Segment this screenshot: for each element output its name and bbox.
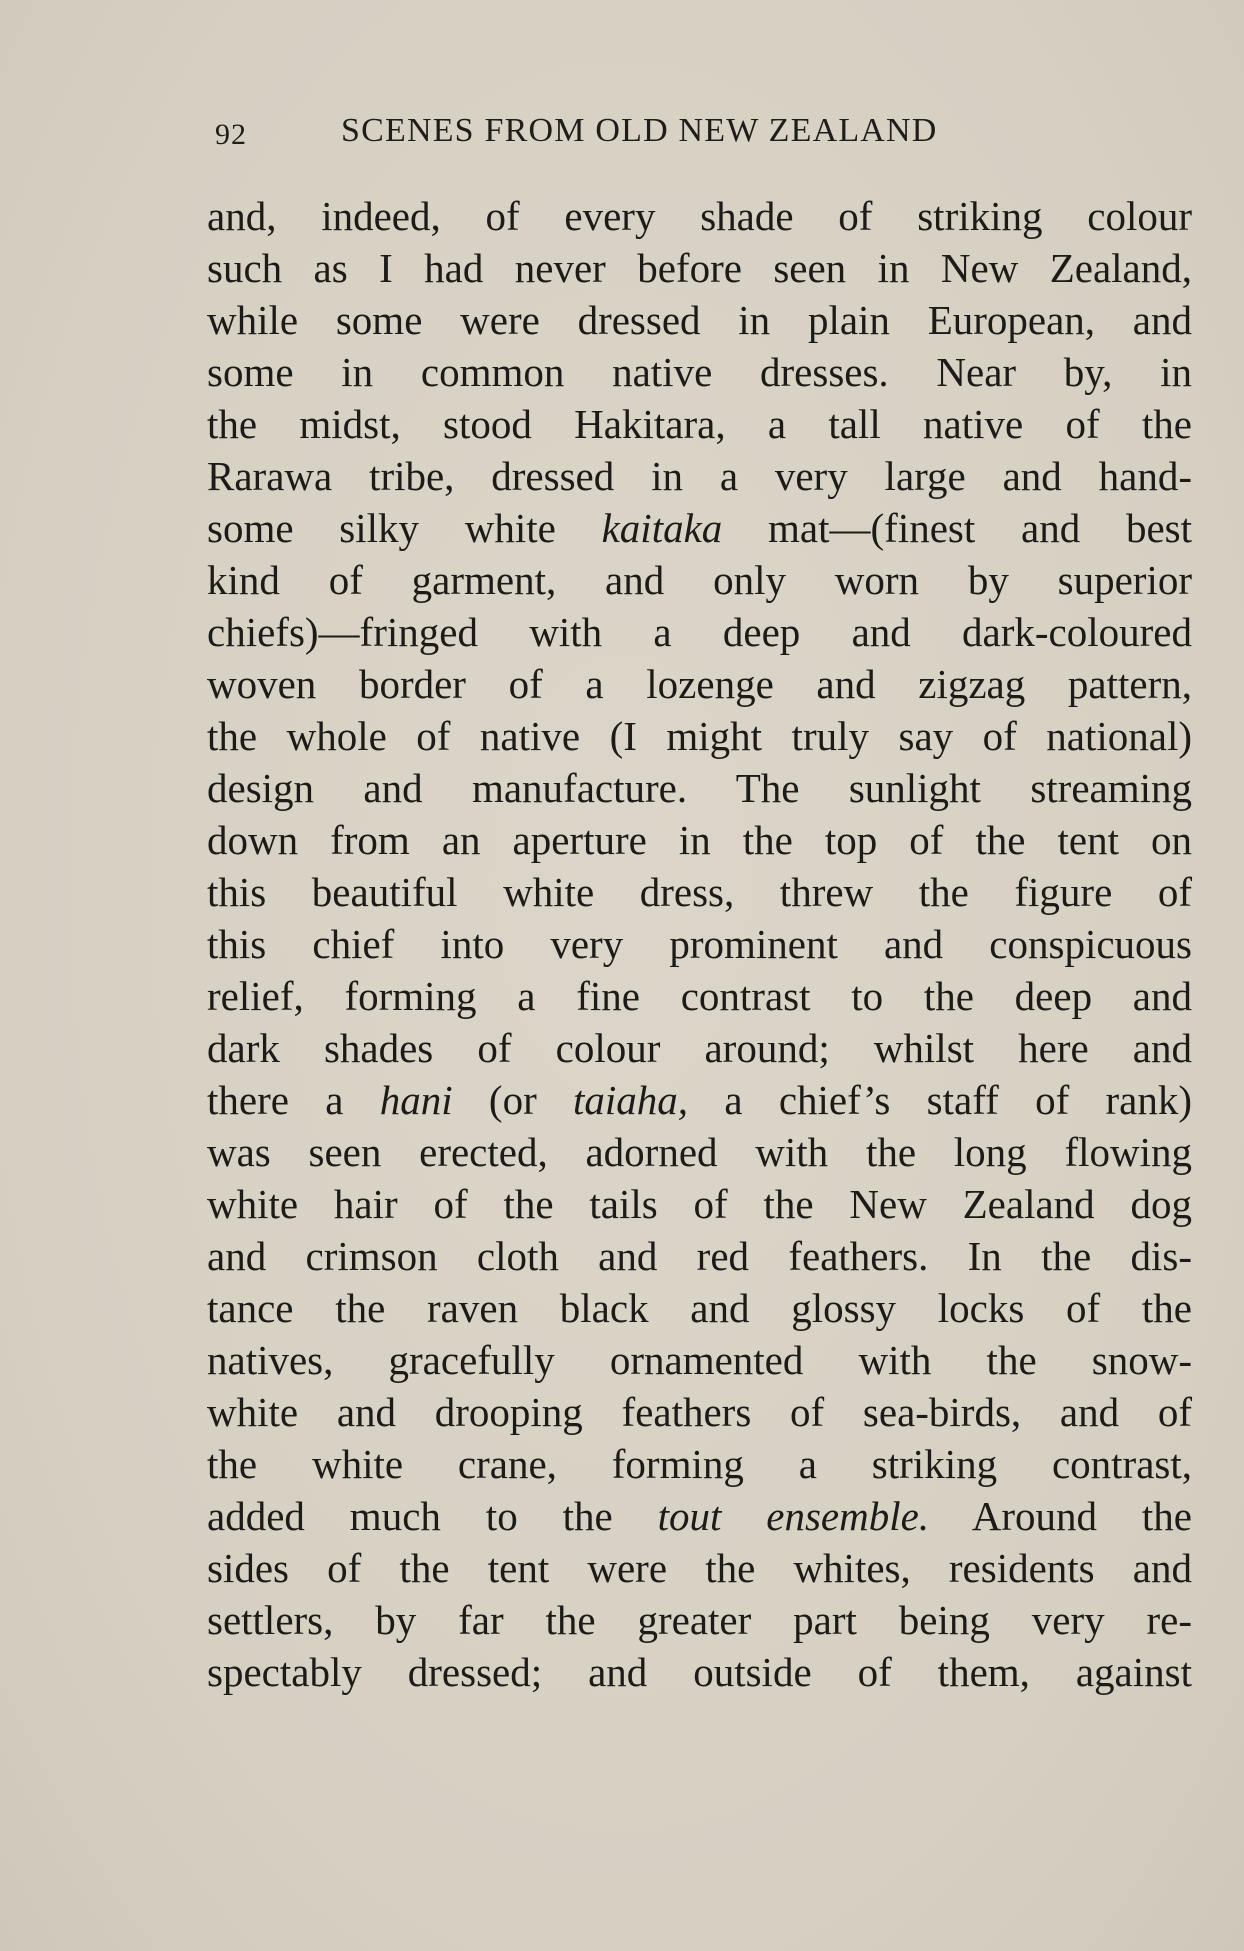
text-segment: Rarawa tribe, dressed in a very large and hand- [207,453,1192,499]
italic-term-hani: hani [379,1077,453,1123]
text-segment: the whole of native (I might truly say of national) [207,713,1192,759]
text-line [207,1126,1192,1178]
text-segment: this chief into very prominent and conspicuous [207,921,1192,967]
text-line [207,242,1192,294]
text-segment: (or [452,1077,574,1123]
text-line [207,1646,1192,1698]
text-line [207,1438,1192,1490]
text-line [207,398,1192,450]
text-segment: while some were dressed in plain European, and [207,297,1192,343]
running-head [215,112,1215,162]
text-segment: chiefs)—fringed with a deep and dark-coloured [207,609,1192,655]
text-line [207,970,1192,1022]
text-line [207,918,1192,970]
page-number: 92 [215,118,247,151]
text-line [207,554,1192,606]
text-line [207,1386,1192,1438]
text-line [207,1282,1192,1334]
text-line [207,866,1192,918]
italic-term-tout-ensemble: tout ensemble. [657,1493,930,1539]
text-segment: there a [207,1077,380,1123]
text-segment: settlers, by far the greater part being very re- [207,1597,1192,1643]
text-line [207,1230,1192,1282]
text-line [207,1074,1192,1126]
text-line [207,1334,1192,1386]
text-segment: was seen erected, adorned with the long flowing [207,1129,1192,1175]
text-segment: and, indeed, of every shade of striking colour [207,193,1192,239]
text-segment: tance the raven black and glossy locks of the [207,1285,1192,1331]
text-segment: sides of the tent were the whites, residents and [207,1545,1192,1591]
text-segment: some in common native dresses. Near by, in [207,349,1192,395]
text-segment: Around the [929,1493,1192,1539]
text-segment: white hair of the tails of the New Zealand dog [207,1181,1192,1227]
text-line [207,1178,1192,1230]
text-segment: design and manufacture. The sunlight streaming [207,765,1192,811]
text-segment: woven border of a lozenge and zigzag pattern, [207,661,1192,707]
text-segment: the midst, stood Hakitara, a tall native of the [207,401,1192,447]
text-segment: such as I had never before seen in New Zealand, [207,245,1192,291]
italic-term-kaitaka: kaitaka [601,505,723,551]
text-segment: the white crane, forming a striking contrast, [207,1441,1192,1487]
text-segment: relief, forming a fine contrast to the deep and [207,973,1192,1019]
text-line [207,762,1192,814]
text-segment: spectably dressed; and outside of them, against [207,1649,1192,1695]
text-line [207,710,1192,762]
text-segment: and crimson cloth and red feathers. In the dis- [207,1233,1192,1279]
text-segment: white and drooping feathers of sea-birds, and of [207,1389,1192,1435]
text-line [207,294,1192,346]
text-line [207,502,1192,554]
text-line [207,1490,1192,1542]
text-segment: kind of garment, and only worn by superior [207,557,1192,603]
text-line [207,346,1192,398]
text-line [207,450,1192,502]
body-text [207,190,1192,1698]
text-line [207,1594,1192,1646]
text-line [207,658,1192,710]
text-line [207,814,1192,866]
text-segment: dark shades of colour around; whilst here and [207,1025,1192,1071]
text-segment: a chief’s staff of rank) [688,1077,1193,1123]
text-segment: some silky white [207,505,602,551]
text-segment: added much to the [207,1493,658,1539]
text-line [207,606,1192,658]
book-title: SCENES FROM OLD NEW ZEALAND [341,112,938,149]
text-segment: mat—(finest and best [722,505,1192,551]
text-segment: down from an aperture in the top of the tent on [207,817,1192,863]
text-segment: natives, gracefully ornamented with the snow- [207,1337,1192,1383]
italic-term-taiaha: taiaha, [573,1077,689,1123]
text-line [207,1542,1192,1594]
text-segment: this beautiful white dress, threw the figure of [207,869,1192,915]
text-line [207,1022,1192,1074]
text-line [207,190,1192,242]
